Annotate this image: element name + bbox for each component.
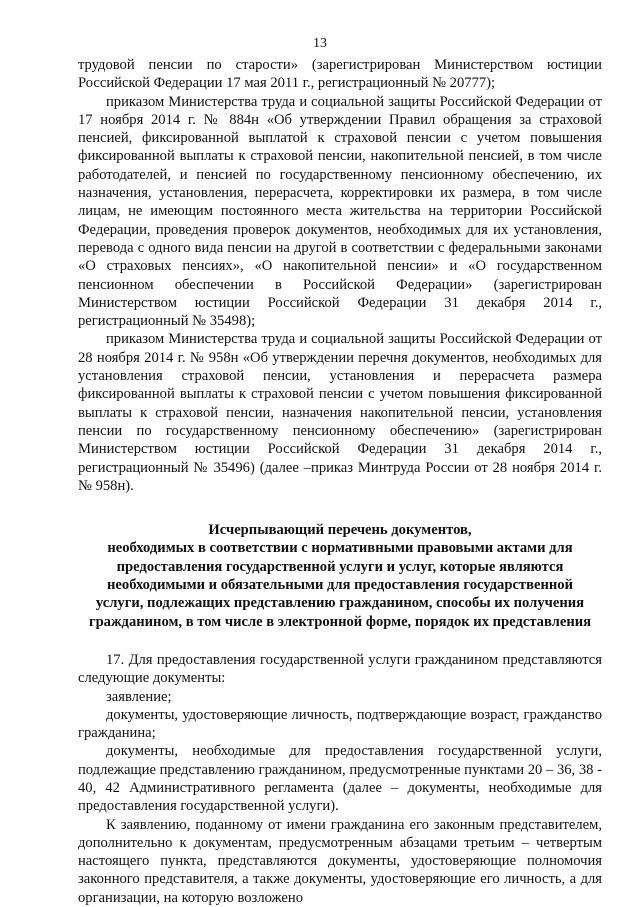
paragraph: заявление; bbox=[106, 688, 172, 705]
paragraph: трудовой пенсии по старости» (зарегистрирован Министерством юстиции Российской Федерации 17 мая 2011 г., регистрационный № 20777); bbox=[78, 57, 602, 92]
page-number: 13 bbox=[313, 36, 327, 51]
paragraph: 17. Для предоставления государственной услуги гражданином представляются следующие документы: bbox=[78, 651, 602, 687]
heading-line: гражданином, в том числе в электронной форме, порядок их представления bbox=[88, 613, 592, 630]
heading-line: необходимыми и обязательными для предоставления государственной bbox=[107, 577, 573, 594]
paragraph: документы, необходимые для предоставления государственной услуги, подлежащие представлению гражданином, предусмотренные пунктами 20 – 36, 38 - 40, 42 Административного регламента (далее – документы, необходимые для предоставления государственной услуги). bbox=[78, 743, 602, 815]
heading-line: Исчерпывающий перечень документов, bbox=[208, 522, 472, 539]
paragraph: приказом Министерства труда и социальной защиты Российской Федерации от 28 ноября 2014 г. № 958н «Об утверждении перечня документов, необходимых для установления страховой пенсии, установления и перерасчета размера фиксированной выплаты к страховой пенсии с учетом повышения фиксированной выплаты к страховой пенсии, назначения накопительной пенсии, установления пенсии по государственному пенсионному обеспечению» (зарегистрирован Министерством юстиции Российской Федерации 31 декабря 2014 г., регистрационный № 35496) (далее –приказ Минтруда России от 28 ноября 2014 г. № 958н). bbox=[78, 331, 602, 494]
heading-line: необходимых в соответствии с нормативными правовыми актами для bbox=[107, 540, 573, 557]
section-heading bbox=[78, 521, 602, 631]
paragraph: документы, удостоверяющие личность, подтверждающие возраст, гражданство гражданина; bbox=[78, 706, 602, 742]
paragraph: приказом Министерства труда и социальной защиты Российской Федерации от 17 ноября 2014 г. № 884н «Об утверждении Правил обращения за страховой пенсией, фиксированной выплатой к страховой пенсии с учетом повышения фиксированной выплаты к страховой пенсии, накопительной пенсией, в том числе работодателей, и пенсией по государственному пенсионному обеспечению, их назначения, установления, перерасчета, корректировки их размера, в том числе лицам, не имеющим постоянного места жительства на территории Российской Федерации, проведения проверок документов, необходимых для их установления, перевода с одного вида пенсии на другой в соответствии с федеральными законами «О страховых пенсиях», «О накопительной пенсии» и «О государственном пенсионном обеспечении в Российской Федерации» (зарегистрирован Министерством юстиции Российской Федерации 31 декабря 2014 г., регистрационный № 35498); bbox=[78, 93, 602, 330]
document-body bbox=[78, 56, 602, 907]
paragraph: К заявлению, поданному от имени гражданина его законным представителем, дополнительно к документам, предусмотренным абзацами третьим – четвертым настоящего пункта, представляются документы, удостоверяющие полномочия законного представителя, а также документы, удостоверяющие его личность, а для организации, на которую возложено bbox=[78, 816, 602, 906]
heading-line: услуги, подлежащих представлению гражданином, способы их получения bbox=[95, 595, 585, 612]
heading-line: предоставления государственной услуги и услуг, которые являются bbox=[116, 558, 564, 575]
